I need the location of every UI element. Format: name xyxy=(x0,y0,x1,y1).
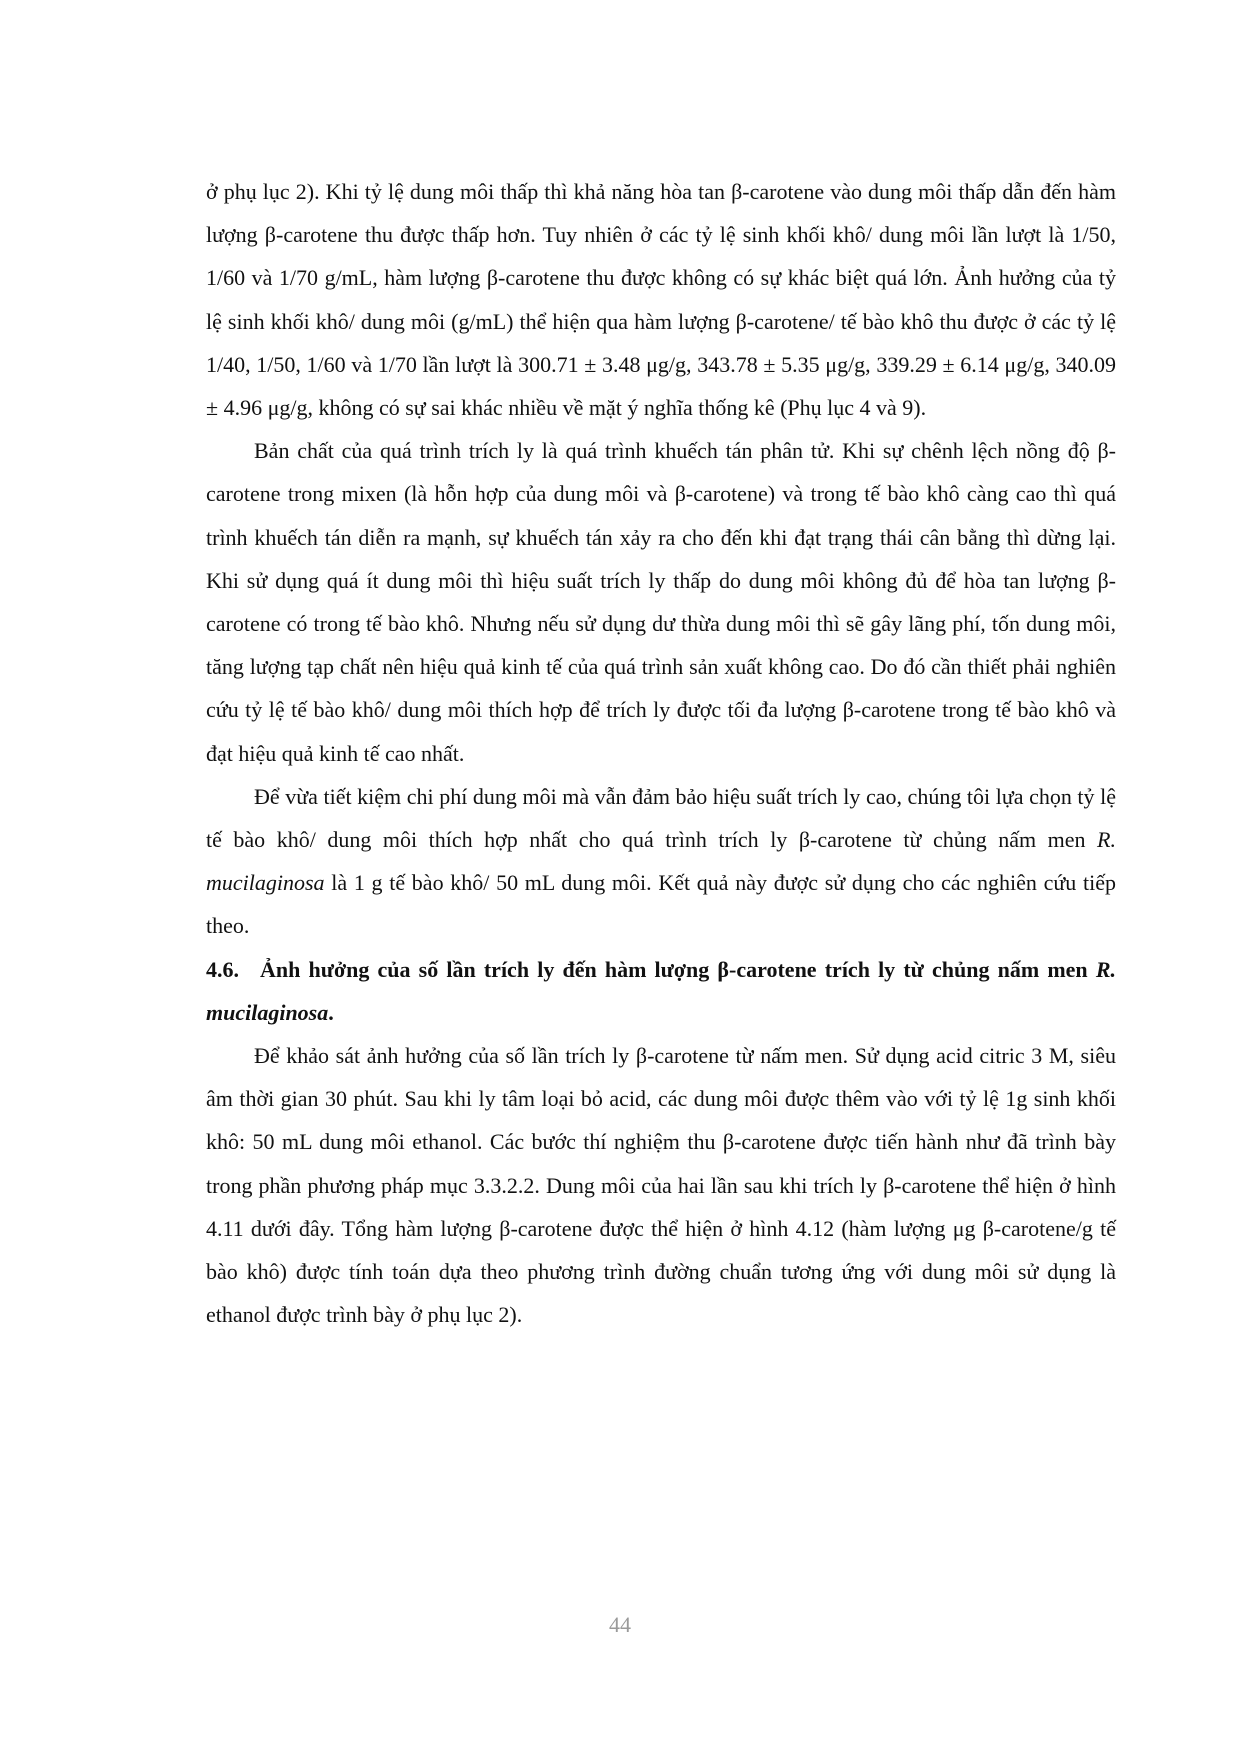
paragraph-ratio-conclusion xyxy=(206,775,1116,948)
section-title-part2: . xyxy=(328,999,334,1025)
paragraph-extraction-count-method: Để khảo sát ảnh hưởng của số lần trích ly β-carotene từ nấm men. Sử dụng acid citric 3 M, siêu âm thời gian 30 phút. Sau khi ly tâm loại bỏ acid, các dung môi được thêm vào với tỷ lệ 1g sinh khối khô: 50 mL dung môi ethanol. Các bước thí nghiệm thu β-carotene được tiến hành như đã trình bày trong phần phương pháp mục 3.3.2.2. Dung môi của hai lần sau khi trích ly β-carotene thể hiện ở hình 4.11 dưới đây. Tổng hàm lượng β-carotene được thể hiện ở hình 4.12 (hàm lượng μg β-carotene/g tế bào khô) được tính toán dựa theo phương trình đường chuẩn tương ứng với dung môi sử dụng là ethanol được trình bày ở phụ lục 2). xyxy=(206,1043,1116,1328)
paragraph-extraction-principle: Bản chất của quá trình trích ly là quá trình khuếch tán phân tử. Khi sự chênh lệch nồng độ β-carotene trong mixen (là hỗn hợp của dung môi và β-carotene) và trong tế bào khô càng cao thì quá trình khuếch tán diễn ra mạnh, sự khuếch tán xảy ra cho đến khi đạt trạng thái cân bằng thì dừng lại. Khi sử dụng quá ít dung môi thì hiệu suất trích ly thấp do dung môi không đủ để hòa tan lượng β-carotene có trong tế bào khô. Nhưng nếu sử dụng dư thừa dung môi thì sẽ gây lãng phí, tốn dung môi, tăng lượng tạp chất nên hiệu quả kinh tế của quá trình sản xuất không cao. Do đó cần thiết phải nghiên cứu tỷ lệ tế bào khô/ dung môi thích hợp để trích ly được tối đa lượng β-carotene trong tế bào khô và đạt hiệu quả kinh tế cao nhất. xyxy=(206,438,1116,766)
page-body xyxy=(206,170,1116,1336)
page-number: 44 xyxy=(609,1612,631,1637)
section-number: 4.6. xyxy=(206,956,239,982)
section-heading xyxy=(206,948,1116,1034)
paragraph-ratio-conclusion-part1: Để vừa tiết kiệm chi phí dung môi mà vẫn đảm bảo hiệu suất trích ly cao, chúng tôi lựa chọn tỷ lệ tế bào khô/ dung môi thích hợp nhất cho quá trình trích ly β-carotene từ chủng nấm men xyxy=(206,783,1116,853)
paragraph-solvent-ratio-results: ở phụ lục 2). Khi tỷ lệ dung môi thấp thì khả năng hòa tan β-carotene vào dung môi thấp dẫn đến hàm lượng β-carotene thu được thấp hơn. Tuy nhiên ở các tỷ lệ sinh khối khô/ dung môi lần lượt là 1/50, 1/60 và 1/70 g/mL, hàm lượng β-carotene thu được không có sự khác biệt quá lớn. Ảnh hưởng của tỷ lệ sinh khối khô/ dung môi (g/mL) thể hiện qua hàm lượng β-carotene/ tế bào khô thu được ở các tỷ lệ 1/40, 1/50, 1/60 và 1/70 lần lượt là 300.71 ± 3.48 μg/g, 343.78 ± 5.35 μg/g, 339.29 ± 6.14 μg/g, 340.09 ± 4.96 μg/g, không có sự sai khác nhiều về mặt ý nghĩa thống kê (Phụ lục 4 và 9). xyxy=(206,179,1116,421)
species-name: R. mucilaginosa xyxy=(206,827,1116,896)
paragraph-ratio-conclusion-part2: là 1 g tế bào khô/ 50 mL dung môi. Kết quả này được sử dụng cho các nghiên cứu tiếp theo. xyxy=(206,870,1116,939)
section-title-part1: Ảnh hưởng của số lần trích ly đến hàm lượng β-carotene trích ly từ chủng nấm men xyxy=(260,956,1096,982)
section-title-species: R. mucilaginosa xyxy=(206,956,1116,1025)
